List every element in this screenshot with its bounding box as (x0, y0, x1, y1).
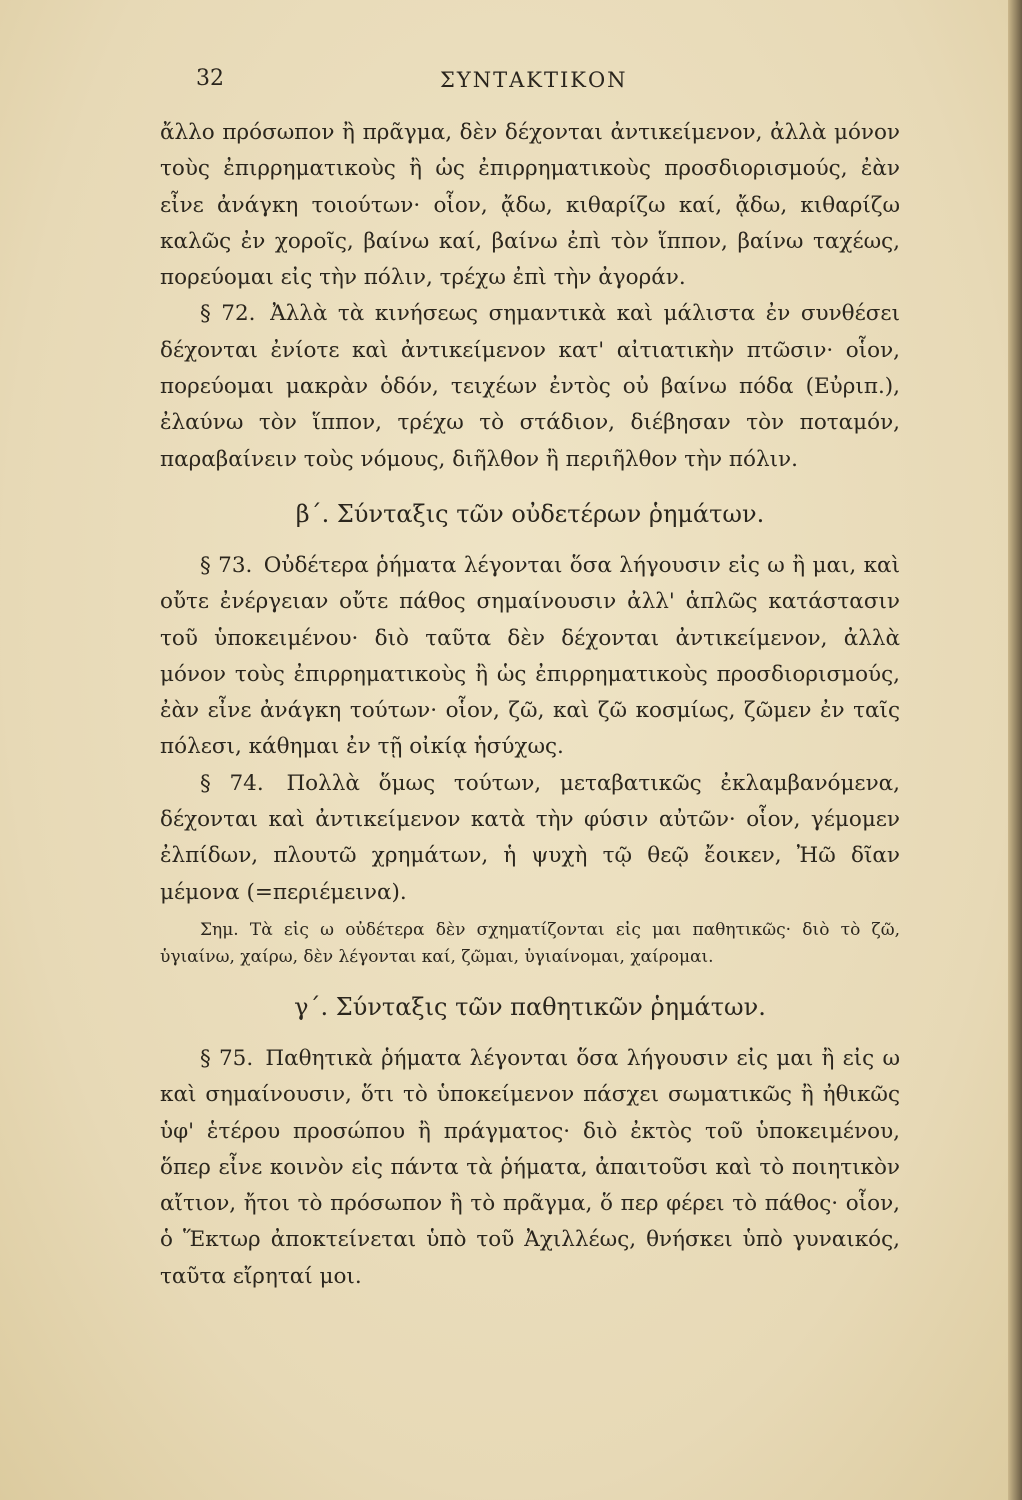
section-text: Οὐδέτερα ῥήματα λέγονται ὅσα λήγουσιν εἰς ω ἢ μαι, καὶ οὔτε ἐνέργειαν οὔτε πάθος σημαίνουσιν ἀλλ' ἁπλῶς κατάστασιν τοῦ ὑποκειμένου· διὸ ταῦτα δὲν δέχονται ἀντικείμενον, ἀλλὰ μόνον τοὺς ἐπιρρηματικοὺς ἢ ὡς ἐπιρρηματικοὺς προσδιορισμούς, ἐὰν εἶνε ἀνάγκη τούτων· οἷον, ζῶ, καὶ ζῶ κοσμίως, ζῶμεν ἐν ταῖς πόλεσι, κάθημαι ἐν τῇ οἰκίᾳ ἡσύχως. (160, 552, 901, 760)
section-text: Παθητικὰ ῥήματα λέγονται ὅσα λήγουσιν εἰς μαι ἢ εἰς ω καὶ σημαίνουσιν, ὅτι τὸ ὑποκείμενον πάσχει σωματικῶς ἢ ἠθικῶς ὑφ' ἑτέρου προσώπου ἢ πράγματος· διὸ ἐκτὸς τοῦ ὑποκειμένου, ὅπερ εἶνε κοινὸν εἰς πάντα τὰ ῥήματα, ἀπαιτοῦσι καὶ τὸ ποιητικὸν αἴτιον, ἤτοι τὸ πρόσωπον ἢ τὸ πρᾶγμα, ὅ περ φέρει τὸ πάθος· οἷον, ὁ Ἕκτωρ ἀποκτείνεται ὑπὸ τοῦ Ἀχιλλέως, θνήσκει ὑπὸ γυναικός, ταῦτα εἴρηταί μοι. (160, 1045, 900, 1289)
section-number: § 72. (200, 301, 256, 327)
section-number: § 74. (200, 770, 264, 796)
footnote: Σημ. Τὰ εἰς ω οὐδέτερα δὲν σχηματίζονται εἰς μαι παθητικῶς· διὸ τὸ ζῶ, ὑγιαίνω, χαίρω, δὲν λέγονται καί, ζῶμαι, ὑγιαίνομαι, χαίρομαι. (160, 919, 900, 967)
section-75 (160, 1041, 900, 1295)
section-72 (160, 296, 900, 477)
section-74 (160, 766, 900, 911)
page-edge-shadow (1008, 0, 1022, 1500)
page-body (160, 115, 900, 1295)
running-title: ΣΥΝΤΑΚΤΙΚΟΝ (440, 68, 628, 92)
paragraph-continued: ἄλλο πρόσωπον ἢ πρᾶγμα, δὲν δέχονται ἀντικείμενον, ἀλλὰ μόνον τοὺς ἐπιρρηματικοὺς ἢ ὡς ἐπιρρηματικοὺς προσδιορισμούς, ἐὰν εἶνε ἀνάγκη τοιούτων· οἷον, ᾄδω, κιθαρίζω καί, ᾄδω, κιθαρίζω καλῶς ἐν χοροῖς, βαίνω καί, βαίνω ἐπὶ τὸν ἵππον, βαίνω ταχέως, πορεύομαι εἰς τὴν πόλιν, τρέχω ἐπὶ τὴν ἀγοράν. (160, 120, 900, 291)
section-text: Πολλὰ ὅμως τούτων, μεταβατικῶς ἐκλαμβανόμενα, δέχονται καὶ ἀντικείμενον κατὰ τὴν φύσιν αὐτῶν· οἷον, γέμομεν ἐλπίδων, πλουτῶ χρημάτων, ἡ ψυχὴ τῷ θεῷ ἔοικεν, Ἠῶ δῖαν μέμονα (=περιέμεινα). (160, 770, 900, 905)
page-header (0, 58, 1022, 98)
section-number: § 75. (200, 1045, 254, 1071)
heading-neuter-verbs: β΄. Σύνταξις τῶν οὐδετέρων ῥημάτων. (295, 499, 765, 528)
heading-passive-verbs: γ΄. Σύνταξις τῶν παθητικῶν ῥημάτων. (294, 992, 766, 1021)
section-text: Ἀλλὰ τὰ κινήσεως σημαντικὰ καὶ μάλιστα ἐν συνθέσει δέχονται ἐνίοτε καὶ ἀντικείμενον κατ' αἰτιατικὴν πτῶσιν· οἷον, πορεύομαι μακρὰν ὁδόν, τειχέων ἐντὸς οὐ βαίνω πόδα (Εὐριπ.), ἐλαύνω τὸν ἵππον, τρέχω τὸ στάδιον, διέβησαν τὸν ποταμόν, παραβαίνειν τοὺς νόμους, διῆλθον ἢ περιῆλθον τὴν πόλιν. (160, 301, 901, 472)
page-number: 32 (196, 66, 224, 91)
section-73 (160, 548, 900, 766)
section-number: § 73. (200, 552, 253, 578)
